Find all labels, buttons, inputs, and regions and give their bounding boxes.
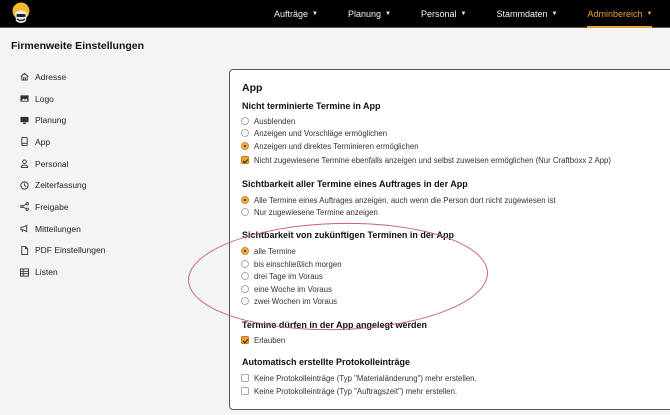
caret-down-icon: ▼ [551, 11, 558, 17]
sidebar-item-freigabe[interactable] [19, 196, 105, 218]
option-label: Ausblenden [254, 116, 296, 126]
table-icon [19, 267, 29, 277]
sidebar-item-label: PDF Einstellungen [35, 245, 106, 256]
option-label: zwei Wochen im Voraus [254, 296, 338, 306]
nav-planung[interactable] [348, 0, 391, 28]
radio-alle-termine[interactable] [241, 245, 296, 257]
checkbox-erlauben[interactable] [241, 334, 285, 346]
nav-label: Planung [347, 9, 382, 19]
checkbox-unassigned-self-assign[interactable] [241, 154, 611, 166]
home-icon [19, 72, 29, 82]
radio-ausblenden[interactable] [241, 115, 295, 127]
radio-button[interactable] [241, 117, 249, 125]
phone-icon [19, 137, 29, 147]
section-title-visibility-all: Sichtbarkeit aller Termine eines Auftrages in der App [242, 179, 468, 189]
monitor-icon [19, 115, 29, 125]
radio-assigned-only[interactable] [241, 206, 378, 218]
radio-button[interactable] [241, 272, 249, 280]
sidebar-item-label: Freigabe [35, 201, 69, 212]
option-label: Anzeigen und Vorschläge ermöglichen [254, 128, 388, 138]
sidebar-item-label: App [35, 136, 51, 147]
nav-adminbereich[interactable] [587, 0, 652, 28]
nav-label: Stammdaten [496, 9, 548, 19]
sidebar-item-label: Zeiterfassung [35, 180, 87, 191]
option-label: Anzeigen und direktes Terminieren ermöglichen [254, 141, 419, 151]
checkbox-no-material-change-log[interactable] [241, 372, 477, 384]
sidebar-item-label: Mitteilungen [35, 223, 81, 234]
main-nav [274, 0, 670, 28]
checkbox-checked[interactable] [241, 336, 249, 344]
option-label: eine Woche im Voraus [254, 284, 332, 294]
radio-zwei-wochen[interactable] [241, 295, 337, 307]
section-title-protocol: Automatisch erstellte Protokolleinträge [242, 357, 411, 367]
sidebar-item-label: Listen [35, 267, 58, 278]
sidebar-item-label: Planung [35, 115, 67, 126]
radio-button[interactable] [241, 208, 249, 216]
sidebar-item-pdf-einstellungen[interactable] [19, 240, 105, 262]
card-title: App [242, 82, 263, 94]
section-title-unscheduled: Nicht terminierte Termine in App [242, 101, 381, 111]
app-settings-card [229, 69, 670, 410]
sidebar-item-label: Logo [35, 93, 54, 104]
user-icon [19, 159, 29, 169]
checkbox[interactable] [241, 374, 249, 382]
radio-button-selected[interactable] [241, 196, 249, 204]
radio-button[interactable] [241, 285, 249, 293]
radio-button[interactable] [241, 129, 249, 137]
option-label: Keine Protokolleinträge (Typ "Materialänderung") mehr erstellen. [254, 373, 477, 383]
caret-down-icon: ▼ [385, 11, 391, 17]
sidebar-item-personal[interactable] [19, 153, 105, 175]
clock-icon [19, 180, 29, 190]
radio-anzeigen-vorschlaege[interactable] [241, 127, 387, 139]
caret-down-icon: ▼ [312, 11, 318, 17]
radio-anzeigen-terminieren[interactable] [241, 140, 419, 152]
sidebar-item-planung[interactable] [19, 109, 105, 131]
nav-label: Adminbereich [587, 9, 643, 19]
radio-button[interactable] [241, 260, 249, 268]
checkbox[interactable] [241, 387, 249, 395]
sidebar-item-app[interactable] [19, 131, 105, 153]
sidebar-item-logo[interactable] [19, 88, 105, 110]
section-title-future-visibility: Sichtbarkeit von zukünftigen Terminen in der App [242, 230, 455, 240]
radio-button-selected[interactable] [241, 142, 249, 150]
settings-sidebar [19, 66, 105, 283]
radio-drei-tage[interactable] [241, 270, 323, 282]
radio-eine-woche[interactable] [241, 283, 332, 295]
nav-personal[interactable] [421, 0, 466, 28]
craftboxx-logo-icon [11, 2, 31, 26]
radio-button-selected[interactable] [241, 247, 249, 255]
option-label: Erlauben [254, 335, 286, 345]
option-label: drei Tage im Voraus [254, 271, 323, 281]
radio-all-appointments[interactable] [241, 194, 556, 206]
nav-stammdaten[interactable] [496, 0, 557, 28]
option-label: bis einschließlich morgen [254, 259, 342, 269]
caret-down-icon: ▼ [646, 11, 653, 17]
sidebar-item-mitteilungen[interactable] [19, 218, 105, 240]
caret-down-icon: ▼ [460, 11, 467, 17]
radio-button[interactable] [241, 297, 249, 305]
page-title: Firmenweite Einstellungen [11, 40, 145, 52]
logo[interactable] [11, 2, 31, 26]
option-label: Keine Protokolleinträge (Typ "Auftragszeit") mehr erstellen. [254, 386, 458, 396]
document-icon [19, 245, 29, 255]
nav-auftraege[interactable] [274, 0, 318, 28]
checkbox-checked[interactable] [241, 156, 249, 164]
section-title-create-in-app: Termine dürfen in der App angelegt werden [242, 320, 428, 330]
radio-bis-morgen[interactable] [241, 258, 342, 270]
sidebar-item-adresse[interactable] [19, 66, 105, 88]
sidebar-item-label: Adresse [35, 71, 67, 82]
sidebar-item-listen[interactable] [19, 261, 105, 283]
option-label: Alle Termine eines Auftrages anzeigen, auch wenn die Person dort nicht zugewiesen ist [254, 195, 556, 205]
top-navbar [0, 0, 670, 28]
image-icon [19, 94, 29, 104]
megaphone-icon [19, 224, 29, 234]
sidebar-item-zeiterfassung[interactable] [19, 174, 105, 196]
share-icon [19, 202, 29, 212]
option-label: Nicht zugewiesene Termine ebenfalls anzeigen und selbst zuweisen ermöglichen (Nur Craftboxx 2 App) [254, 155, 611, 165]
option-label: alle Termine [254, 246, 296, 256]
nav-label: Aufträge [274, 9, 309, 19]
nav-label: Personal [420, 9, 457, 19]
sidebar-item-label: Personal [35, 158, 69, 169]
checkbox-no-order-time-log[interactable] [241, 385, 457, 397]
option-label: Nur zugewiesene Termine anzeigen [254, 207, 378, 217]
